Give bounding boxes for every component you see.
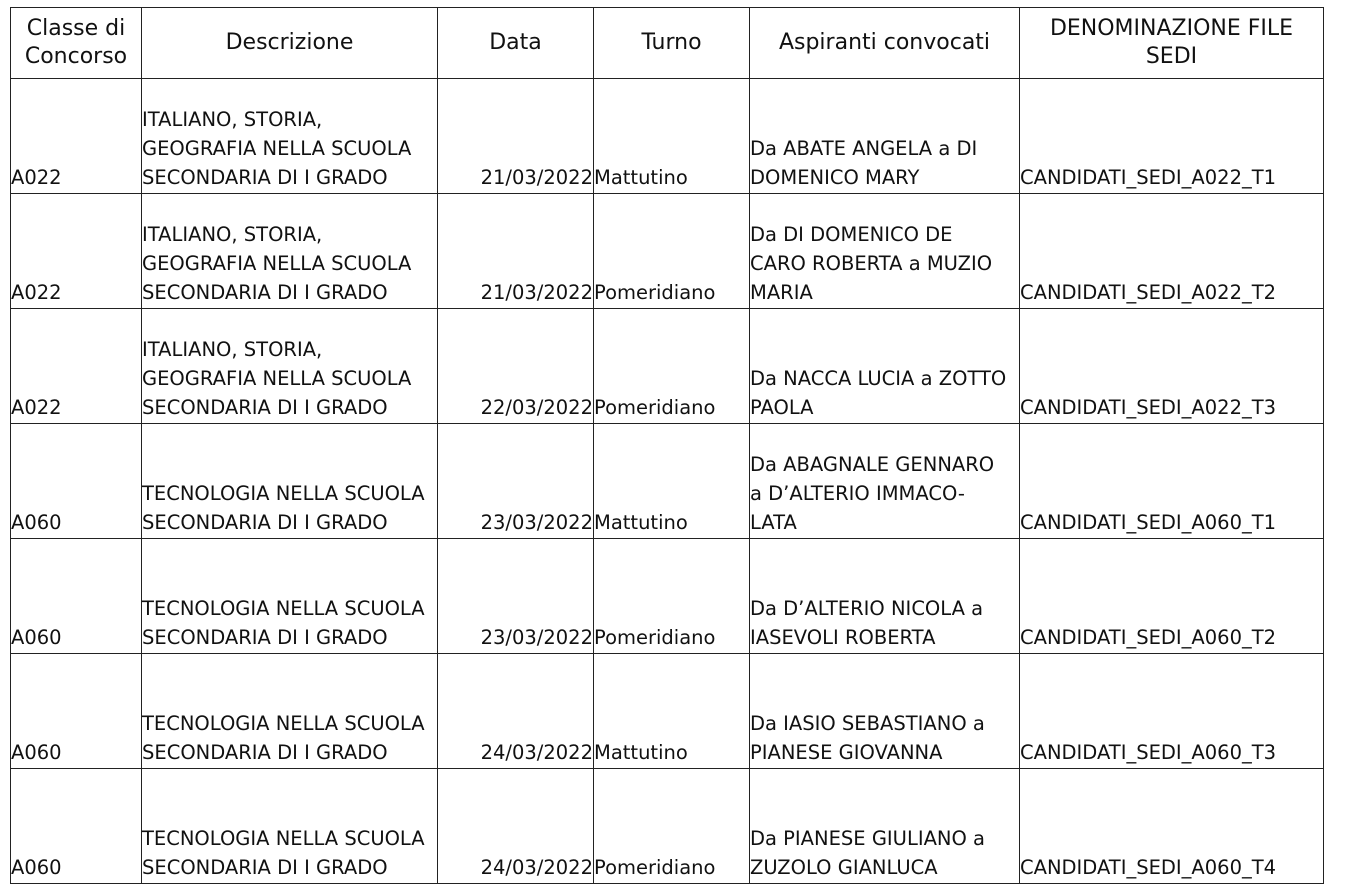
cell-data (438, 309, 594, 424)
cell-data (438, 769, 594, 884)
cell-descrizione (142, 424, 438, 539)
cell-classe-di-concorso (11, 769, 142, 884)
header-row (11, 8, 1324, 79)
cell-descrizione-text: ITALIANO, STORIA, GEOGRAFIA NELLA SCUOLA SECONDARIA DI I GRADO (142, 223, 412, 304)
cell-aspiranti-convocati-text: Da DI DOMENICO DE CARO ROBERTA a MUZIO MARIA (750, 223, 993, 304)
cell-data-text: 23/03/2022 (480, 626, 593, 649)
cell-descrizione (142, 769, 438, 884)
cell-denominazione-file-sedi (1020, 79, 1324, 194)
cell-denominazione-file-sedi-text: CANDIDATI_SEDI_A060_T2 (1020, 626, 1277, 649)
cell-classe-di-concorso (11, 424, 142, 539)
cell-denominazione-file-sedi-text: CANDIDATI_SEDI_A060_T3 (1020, 741, 1277, 764)
cell-denominazione-file-sedi (1020, 309, 1324, 424)
header-turno: Turno (594, 8, 750, 79)
table-row (11, 539, 1324, 654)
cell-classe-di-concorso (11, 654, 142, 769)
cell-turno (594, 424, 750, 539)
cell-classe-di-concorso (11, 309, 142, 424)
cell-aspiranti-convocati (750, 769, 1020, 884)
cell-descrizione (142, 539, 438, 654)
cell-data-text: 23/03/2022 (480, 511, 593, 534)
cell-data (438, 424, 594, 539)
header-aspiranti-convocati: Aspiranti convocati (750, 8, 1020, 79)
cell-turno-text: Mattutino (594, 741, 688, 764)
cell-classe-di-concorso-text: A060 (11, 741, 62, 764)
cell-turno (594, 654, 750, 769)
cell-turno (594, 769, 750, 884)
cell-descrizione (142, 194, 438, 309)
cell-classe-di-concorso-text: A022 (11, 281, 62, 304)
cell-turno-text: Mattutino (594, 511, 688, 534)
cell-denominazione-file-sedi (1020, 194, 1324, 309)
cell-aspiranti-convocati-text: Da IASIO SEBASTIANO a PIANESE GIOVANNA (750, 712, 985, 764)
cell-denominazione-file-sedi (1020, 769, 1324, 884)
cell-descrizione-text: TECNOLOGIA NELLA SCUOLA SECONDARIA DI I GRADO (142, 712, 425, 764)
convocation-schedule-table (10, 7, 1324, 884)
cell-descrizione-text: TECNOLOGIA NELLA SCUOLA SECONDARIA DI I GRADO (142, 482, 425, 534)
cell-descrizione-text: TECNOLOGIA NELLA SCUOLA SECONDARIA DI I GRADO (142, 827, 425, 879)
cell-denominazione-file-sedi-text: CANDIDATI_SEDI_A022_T1 (1020, 166, 1277, 189)
cell-denominazione-file-sedi-text: CANDIDATI_SEDI_A022_T3 (1020, 396, 1277, 419)
cell-aspiranti-convocati (750, 424, 1020, 539)
table-row (11, 194, 1324, 309)
cell-denominazione-file-sedi-text: CANDIDATI_SEDI_A022_T2 (1020, 281, 1277, 304)
header-descrizione: Descrizione (142, 8, 438, 79)
cell-turno-text: Mattutino (594, 166, 688, 189)
cell-data-text: 24/03/2022 (480, 741, 593, 764)
header-data: Data (438, 8, 594, 79)
cell-classe-di-concorso-text: A022 (11, 166, 62, 189)
cell-denominazione-file-sedi-text: CANDIDATI_SEDI_A060_T4 (1020, 856, 1277, 879)
cell-denominazione-file-sedi (1020, 424, 1324, 539)
header-denominazione-file-sedi: DENOMINAZIONE FILE SEDI (1020, 8, 1324, 79)
cell-classe-di-concorso-text: A060 (11, 626, 62, 649)
cell-aspiranti-convocati-text: Da D’ALTERIO NICOLA a IASEVOLI ROBERTA (750, 597, 984, 649)
cell-data-text: 21/03/2022 (480, 281, 593, 304)
table-row (11, 769, 1324, 884)
table-row (11, 309, 1324, 424)
cell-denominazione-file-sedi (1020, 654, 1324, 769)
cell-data (438, 654, 594, 769)
cell-turno (594, 309, 750, 424)
cell-classe-di-concorso (11, 194, 142, 309)
table-row (11, 79, 1324, 194)
cell-turno-text: Pomeridiano (594, 856, 716, 879)
cell-descrizione (142, 79, 438, 194)
cell-turno-text: Pomeridiano (594, 396, 716, 419)
cell-data-text: 21/03/2022 (480, 166, 593, 189)
cell-classe-di-concorso-text: A022 (11, 396, 62, 419)
cell-turno (594, 79, 750, 194)
cell-classe-di-concorso-text: A060 (11, 511, 62, 534)
cell-classe-di-concorso (11, 79, 142, 194)
cell-descrizione-text: TECNOLOGIA NELLA SCUOLA SECONDARIA DI I GRADO (142, 597, 425, 649)
cell-aspiranti-convocati (750, 79, 1020, 194)
cell-denominazione-file-sedi-text: CANDIDATI_SEDI_A060_T1 (1020, 511, 1277, 534)
cell-data (438, 539, 594, 654)
cell-aspiranti-convocati (750, 539, 1020, 654)
cell-aspiranti-convocati (750, 194, 1020, 309)
header-classe-di-concorso: Classe di Concorso (11, 8, 142, 79)
cell-denominazione-file-sedi (1020, 539, 1324, 654)
cell-data-text: 22/03/2022 (480, 396, 593, 419)
cell-descrizione-text: ITALIANO, STORIA, GEOGRAFIA NELLA SCUOLA SECONDARIA DI I GRADO (142, 338, 412, 419)
cell-turno-text: Pomeridiano (594, 626, 716, 649)
cell-data (438, 79, 594, 194)
cell-aspiranti-convocati-text: Da ABATE ANGELA a DI DOMENICO MARY (750, 137, 978, 189)
cell-turno (594, 539, 750, 654)
cell-aspiranti-convocati-text: Da ABAGNALE GENNARO a D’ALTERIO IMMACO- LATA (750, 453, 995, 534)
cell-data (438, 194, 594, 309)
cell-aspiranti-convocati (750, 654, 1020, 769)
table-row (11, 424, 1324, 539)
cell-descrizione (142, 654, 438, 769)
cell-aspiranti-convocati (750, 309, 1020, 424)
cell-turno (594, 194, 750, 309)
cell-aspiranti-convocati-text: Da PIANESE GIULIANO a ZUZOLO GIANLUCA (750, 827, 985, 879)
table-row (11, 654, 1324, 769)
cell-classe-di-concorso-text: A060 (11, 856, 62, 879)
cell-aspiranti-convocati-text: Da NACCA LUCIA a ZOTTO PAOLA (750, 367, 1007, 419)
cell-descrizione (142, 309, 438, 424)
cell-data-text: 24/03/2022 (480, 856, 593, 879)
cell-classe-di-concorso (11, 539, 142, 654)
cell-turno-text: Pomeridiano (594, 281, 716, 304)
cell-descrizione-text: ITALIANO, STORIA, GEOGRAFIA NELLA SCUOLA SECONDARIA DI I GRADO (142, 108, 412, 189)
